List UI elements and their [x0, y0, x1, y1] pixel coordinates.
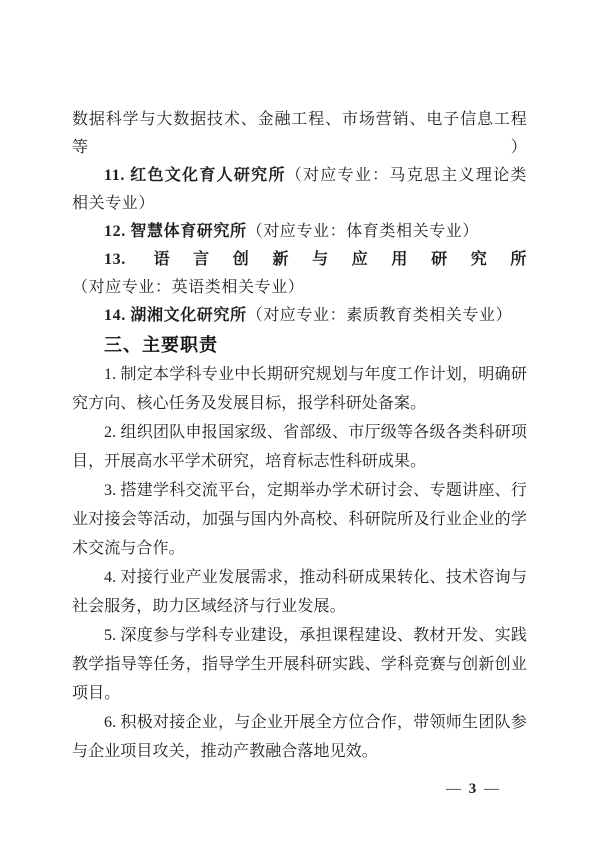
document-body [72, 106, 527, 766]
institute-title: 11. 红色文化育人研究所 [104, 167, 286, 184]
page-number-value: 3 [468, 781, 479, 797]
institute-item-14 [72, 302, 527, 330]
institute-item-13 [72, 246, 527, 302]
institute-detail: （对应专业：素质教育类相关专业） [246, 307, 513, 324]
institute-detail: （对应专业：体育类相关专业） [246, 223, 480, 240]
page-number [446, 781, 501, 798]
duty-paragraph-5: 5. 深度参与学科专业建设，承担课程建设、教材开发、实践教学指导等任务，指导学生开展科研实践、学科竞赛与创新创业项目。 [72, 627, 527, 702]
duty-paragraph-6: 6. 积极对接企业，与企业开展全方位合作，带领师生团队参与企业项目攻关，推动产教融合落地见效。 [72, 714, 527, 760]
institute-item-12 [72, 218, 527, 246]
continuation-line: 数据科学与大数据技术、金融工程、市场营销、电子信息工程等） [72, 111, 527, 156]
duty-paragraph-1: 1. 制定本学科专业中长期研究规划与年度工作计划，明确研究方向、核心任务及发展目标，报学科研处备案。 [72, 366, 527, 412]
duty-paragraph-3: 3. 搭建学科交流平台，定期举办学术研讨会、专题讲座、行业对接会等活动，加强与国内外高校、科研院所及行业企业的学术交流与合作。 [72, 482, 527, 557]
institute-item-11 [72, 162, 527, 218]
section-heading-main-duties: 三、主要职责 [104, 335, 218, 355]
institute-title: 12. 智慧体育研究所 [104, 223, 247, 240]
institute-detail: （对应专业：马克思主义理论类相关专业） [72, 167, 527, 212]
institute-title: 13. 语言创新与应用研究所 [104, 251, 527, 268]
page-number-dash-right: — [484, 781, 501, 797]
duty-paragraph-4: 4. 对接行业产业发展需求，推动科研成果转化、技术咨询与社会服务，助力区域经济与行业发展。 [72, 569, 527, 615]
institute-detail: （对应专业：英语类相关专业） [72, 279, 305, 296]
institute-title: 14. 湖湘文化研究所 [104, 307, 247, 324]
duty-paragraph-2: 2. 组织团队申报国家级、省部级、市厅级等各级各类科研项目，开展高水平学术研究，培育标志性科研成果。 [72, 424, 527, 470]
page-number-dash-left: — [446, 781, 463, 797]
